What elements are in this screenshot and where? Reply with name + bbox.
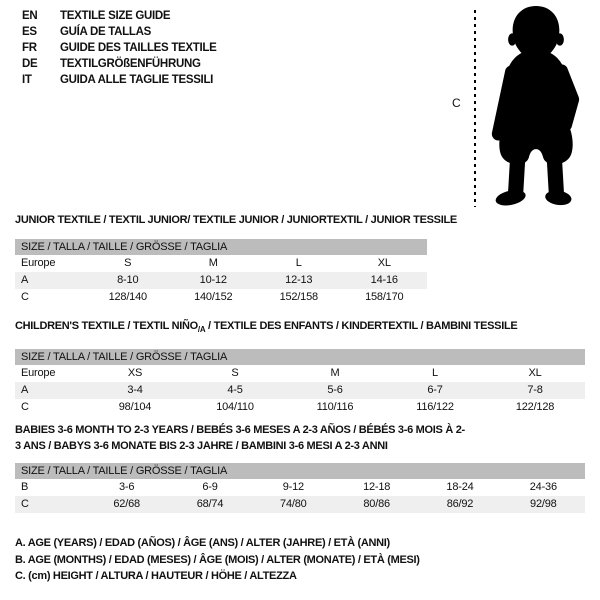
cell-value: 110/116 xyxy=(316,401,354,414)
cell-value: 12-13 xyxy=(285,274,313,286)
size-table xyxy=(15,349,585,416)
size-table xyxy=(15,463,585,513)
table-row xyxy=(15,272,427,289)
cell-value: 3-4 xyxy=(127,384,143,397)
cell-value: 116/122 xyxy=(416,401,454,414)
cell-value: 140/152 xyxy=(194,291,233,303)
table-row xyxy=(15,289,427,306)
cell-value: 86/92 xyxy=(446,498,474,510)
section-heading-text: / TEXTILE DES ENFANTS / KINDERTEXTIL / BAMBINI TESSILE xyxy=(205,320,518,332)
cell-value: 24-36 xyxy=(529,481,557,493)
language-row xyxy=(22,8,217,24)
language-title: GUIDA ALLE TAGLIE TESSILI xyxy=(60,74,214,86)
section-heading xyxy=(15,422,467,454)
language-title: GUIDE DES TAILLES TEXTILE xyxy=(60,42,217,54)
language-code: ES xyxy=(22,26,37,38)
row-label: A xyxy=(21,384,29,397)
footnote-line: A. AGE (YEARS) / EDAD (AÑOS) / ÂGE (ANS) / ALTER (JAHRE) / ETÀ (ANNI) xyxy=(15,537,390,549)
section-heading-text: CHILDREN'S TEXTILE / TEXTIL NIÑO xyxy=(15,320,198,332)
language-code: EN xyxy=(22,10,38,22)
language-row xyxy=(22,72,217,88)
row-label: A xyxy=(21,274,29,286)
cell-value: 7-8 xyxy=(527,384,543,397)
table-row xyxy=(15,479,585,496)
section-babies xyxy=(15,422,585,513)
language-row xyxy=(22,24,217,40)
cell-value: 14-16 xyxy=(370,274,398,286)
height-figure-area xyxy=(440,0,600,215)
table-row xyxy=(15,255,427,272)
cell-value: 9-12 xyxy=(282,481,304,493)
cell-value: 6-7 xyxy=(427,384,443,397)
cell-value: 6-9 xyxy=(202,481,218,493)
section-children xyxy=(15,318,585,416)
section-heading-text: /A xyxy=(197,325,206,335)
table-row xyxy=(15,382,585,399)
language-title: TEXTILE SIZE GUIDE xyxy=(60,10,171,22)
cell-value: 80/86 xyxy=(363,498,390,510)
section-heading xyxy=(15,318,585,338)
section-heading-text: JUNIOR TEXTILE / TEXTIL JUNIOR/ TEXTILE JUNIOR / JUNIORTEXTIL / JUNIOR TESSILE xyxy=(15,214,457,226)
cell-value: 3-6 xyxy=(119,481,135,493)
table-row xyxy=(15,496,585,513)
cell-value: S xyxy=(124,257,132,269)
cell-value: L xyxy=(295,257,302,269)
language-list xyxy=(22,8,217,88)
footnote-line: C. (cm) HEIGHT / ALTURA / HAUTEUR / HÖHE / ALTEZZA xyxy=(15,570,297,582)
footnotes xyxy=(15,535,420,585)
cell-value: 122/128 xyxy=(515,401,555,414)
language-row xyxy=(22,56,217,72)
language-code: IT xyxy=(22,74,32,86)
cell-value: 158/170 xyxy=(365,291,404,303)
cell-value: M xyxy=(208,257,218,269)
cell-value: 128/140 xyxy=(108,291,147,303)
cell-value: 98/104 xyxy=(118,401,152,414)
language-title: TEXTILGRÖßENFÜHRUNG xyxy=(60,58,201,70)
language-code: DE xyxy=(22,58,38,70)
cell-value: XL xyxy=(377,257,391,269)
size-table-header: SIZE / TALLA / TAILLE / GRÖSSE / TAGLIA xyxy=(15,349,585,365)
section-heading xyxy=(15,212,585,228)
cell-value: 8-10 xyxy=(117,274,139,286)
cell-value: 10-12 xyxy=(199,274,227,286)
cell-value: XS xyxy=(127,367,143,380)
cell-value: 18-24 xyxy=(446,481,474,493)
cell-value: M xyxy=(330,367,340,380)
cell-value: L xyxy=(432,367,438,380)
cell-value: S xyxy=(231,367,239,380)
size-table-header: SIZE / TALLA / TAILLE / GRÖSSE / TAGLIA xyxy=(15,463,585,479)
cell-value: XL xyxy=(528,367,542,380)
height-marker-label: C xyxy=(452,96,461,110)
table-row xyxy=(15,365,585,382)
row-label: C xyxy=(21,498,29,510)
row-label: Europe xyxy=(21,257,56,269)
cell-value: 74/80 xyxy=(280,498,307,510)
row-label: Europe xyxy=(21,367,56,380)
language-title: GUÍA DE TALLAS xyxy=(60,26,151,38)
row-label: B xyxy=(21,481,29,493)
cell-value: 5-6 xyxy=(327,384,343,397)
cell-value: 104/110 xyxy=(216,401,254,414)
section-heading-text: BABIES 3-6 MONTH TO 2-3 YEARS / BEBÉS 3-6 MESES A 2-3 AÑOS / BÉBÉS 3-6 MOIS À 2-3 ANS / BABYS 3-6 MONATE BIS 2-3 JAHRE / BAMBINI 3-6 MESI A 2-3 ANNI xyxy=(15,424,465,452)
language-row xyxy=(22,40,217,56)
footnote-line: B. AGE (MONTHS) / EDAD (MESES) / ÂGE (MOIS) / ALTER (MONATE) / ETÀ (MESI) xyxy=(15,553,420,566)
height-dashed-line xyxy=(474,10,476,207)
cell-value: 92/98 xyxy=(530,498,557,510)
cell-value: 68/74 xyxy=(196,498,224,510)
row-label: C xyxy=(21,291,29,303)
cell-value: 62/68 xyxy=(113,498,140,510)
toddler-silhouette-icon xyxy=(484,5,588,208)
cell-value: 4-5 xyxy=(227,384,243,397)
size-table-header: SIZE / TALLA / TAILLE / GRÖSSE / TAGLIA xyxy=(15,239,427,255)
size-table xyxy=(15,239,427,306)
language-code: FR xyxy=(22,42,37,54)
cell-value: 12-18 xyxy=(363,481,391,493)
row-label: C xyxy=(21,401,29,414)
table-row xyxy=(15,399,585,416)
cell-value: 152/158 xyxy=(279,291,318,303)
section-junior xyxy=(15,212,585,306)
